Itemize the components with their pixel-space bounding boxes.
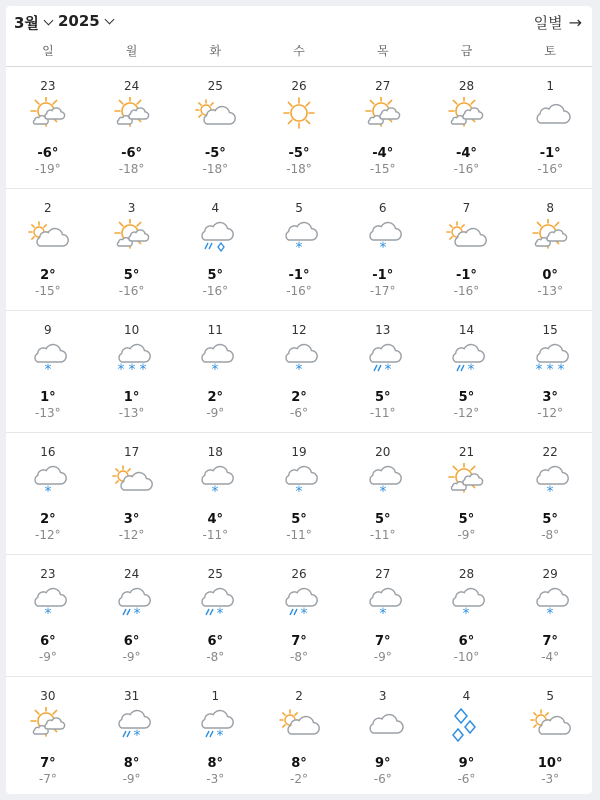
sun-cloud-icon: [110, 97, 154, 133]
year-selector[interactable]: [58, 12, 113, 30]
day-date: 25: [207, 79, 223, 93]
snow-icon: [26, 585, 70, 621]
low-temp: -15°: [35, 284, 61, 298]
day-cell[interactable]: [341, 311, 425, 432]
low-temp: -9°: [38, 650, 57, 664]
snow-icon: [528, 585, 572, 621]
svg-text:*: *: [535, 362, 543, 377]
svg-text:*: *: [379, 484, 387, 499]
svg-text:*: *: [128, 362, 136, 377]
day-cell[interactable]: [173, 67, 257, 188]
high-temp: 6°: [207, 634, 224, 649]
cloud-icon: [528, 97, 572, 133]
snow-icon: [193, 463, 237, 499]
snow-icon: [193, 341, 237, 377]
high-temp: 7°: [291, 634, 307, 649]
low-temp: -9°: [373, 650, 392, 664]
low-temp: -4°: [541, 650, 560, 664]
day-cell[interactable]: [6, 555, 90, 676]
high-temp: 5°: [542, 512, 558, 527]
high-temp: 10°: [537, 756, 563, 771]
weekday-label: 화: [209, 44, 222, 58]
low-temp: -10°: [453, 650, 480, 664]
low-temp: -9°: [122, 772, 141, 786]
high-temp: 5°: [123, 268, 140, 283]
day-cell[interactable]: [90, 433, 174, 554]
high-temp: 6°: [40, 634, 56, 649]
calendar-header: [6, 6, 592, 36]
day-cell[interactable]: [508, 677, 592, 798]
high-temp: 5°: [374, 512, 391, 527]
svg-text:*: *: [546, 362, 554, 377]
low-temp: -8°: [541, 528, 560, 542]
day-cell[interactable]: [90, 311, 174, 432]
day-cell[interactable]: [425, 555, 509, 676]
rain-snow-icon: [193, 707, 237, 743]
high-temp: 5°: [374, 390, 391, 405]
high-temp: 5°: [291, 512, 307, 527]
low-temp: -6°: [457, 772, 476, 786]
low-temp: -16°: [202, 284, 229, 298]
sun-cloud-icon: [528, 219, 572, 255]
svg-text:*: *: [467, 362, 475, 377]
day-date: 21: [458, 445, 475, 459]
high-temp: 5°: [207, 268, 224, 283]
day-date: 26: [291, 79, 307, 93]
ice-icon: [444, 707, 488, 743]
day-date: 6: [378, 201, 387, 215]
high-temp: -5°: [288, 146, 310, 161]
year-label: 2025: [58, 12, 100, 30]
weekday-label: 수: [293, 44, 305, 58]
day-date: 11: [207, 323, 223, 337]
svg-text:*: *: [295, 362, 303, 377]
chevron-down-icon: [104, 14, 114, 24]
day-cell[interactable]: [508, 189, 592, 310]
day-cell[interactable]: [173, 311, 257, 432]
snow-icon: [444, 585, 488, 621]
high-temp: -1°: [372, 268, 394, 283]
high-temp: 2°: [40, 268, 56, 283]
rain-snow-icon: [277, 585, 321, 621]
low-temp: -16°: [453, 284, 480, 298]
high-temp: 2°: [40, 512, 56, 527]
low-temp: -9°: [206, 406, 225, 420]
day-date: 5: [546, 689, 554, 703]
day-cell[interactable]: [90, 555, 174, 676]
day-cell[interactable]: [508, 433, 592, 554]
day-date: 4: [462, 689, 471, 703]
weekday-label: 월: [125, 44, 138, 58]
svg-text:*: *: [557, 362, 565, 377]
weekday-label: 금: [460, 44, 473, 58]
rain-snow-icon: [110, 707, 154, 743]
day-date: 2: [44, 201, 52, 215]
svg-text:*: *: [211, 362, 219, 377]
snow-icon: [26, 463, 70, 499]
day-date: 17: [123, 445, 140, 459]
high-temp: 1°: [123, 390, 140, 405]
day-cell[interactable]: [425, 67, 509, 188]
day-date: 26: [291, 567, 307, 581]
high-temp: 8°: [207, 756, 224, 771]
day-date: 15: [542, 323, 558, 337]
low-temp: -16°: [453, 162, 480, 176]
high-temp: 4°: [207, 512, 224, 527]
cloud-icon: [361, 707, 405, 743]
day-date: 23: [40, 567, 56, 581]
day-cell[interactable]: [6, 433, 90, 554]
day-date: 27: [375, 79, 391, 93]
snow-icon: [528, 463, 572, 499]
day-date: 13: [375, 323, 391, 337]
day-cell[interactable]: [341, 677, 425, 798]
high-temp: 7°: [374, 634, 391, 649]
week-row: [6, 188, 592, 310]
sun-cloud-icon: [110, 219, 154, 255]
partly-cloudy-icon: [528, 707, 572, 743]
low-temp: -6°: [290, 406, 308, 420]
high-temp: 8°: [123, 756, 140, 771]
low-temp: -3°: [541, 772, 560, 786]
low-temp: -13°: [537, 284, 563, 298]
high-temp: -5°: [204, 146, 226, 161]
weekday-label: 일: [42, 44, 54, 58]
week-row: [6, 676, 592, 798]
day-cell[interactable]: [6, 311, 90, 432]
day-cell[interactable]: [257, 189, 341, 310]
low-temp: -2°: [290, 772, 308, 786]
day-date: 14: [458, 323, 475, 337]
snow-icon: [277, 219, 321, 255]
high-temp: 1°: [40, 390, 56, 405]
monthly-forecast-panel: [6, 6, 592, 794]
calendar-grid: [6, 66, 592, 798]
low-temp: -11°: [202, 528, 229, 542]
low-temp: -18°: [202, 162, 229, 176]
day-date: 31: [123, 689, 140, 703]
day-cell[interactable]: [257, 311, 341, 432]
low-temp: -16°: [537, 162, 563, 176]
arrow-right-icon: →: [568, 13, 582, 32]
low-temp: -12°: [537, 406, 563, 420]
high-temp: -6°: [37, 146, 59, 161]
day-cell[interactable]: [508, 67, 592, 188]
low-temp: -11°: [369, 406, 396, 420]
high-temp: 5°: [458, 512, 475, 527]
snow-icon: [26, 341, 70, 377]
day-date: 18: [207, 445, 223, 459]
day-date: 20: [375, 445, 391, 459]
day-date: 16: [40, 445, 56, 459]
rain-snow-icon: [193, 585, 237, 621]
high-temp: -6°: [121, 146, 143, 161]
day-date: 28: [458, 567, 475, 581]
high-temp: 5°: [458, 390, 475, 405]
sleet-icon: [193, 219, 237, 255]
low-temp: -6°: [373, 772, 392, 786]
day-date: 2: [295, 689, 303, 703]
sun-cloud-icon: [444, 463, 488, 499]
low-temp: -16°: [118, 284, 145, 298]
day-date: 27: [375, 567, 391, 581]
week-row: [6, 554, 592, 676]
weekday-label: 목: [376, 44, 389, 58]
day-cell[interactable]: [90, 67, 174, 188]
week-row: [6, 66, 592, 188]
high-temp: 7°: [40, 756, 56, 771]
low-temp: -13°: [35, 406, 61, 420]
svg-text:*: *: [44, 606, 52, 621]
day-cell[interactable]: [90, 677, 174, 798]
day-date: 12: [291, 323, 307, 337]
day-date: 24: [123, 567, 140, 581]
day-date: 19: [291, 445, 307, 459]
day-date: 7: [462, 201, 471, 215]
snow-icon: [361, 219, 405, 255]
low-temp: -3°: [206, 772, 225, 786]
high-temp: 0°: [542, 268, 558, 283]
high-temp: 3°: [542, 390, 558, 405]
daily-view-link[interactable]: [534, 12, 582, 33]
low-temp: -7°: [38, 772, 57, 786]
day-date: 1: [546, 79, 554, 93]
svg-text:*: *: [133, 606, 141, 621]
week-row: [6, 432, 592, 554]
day-date: 5: [295, 201, 303, 215]
low-temp: -15°: [369, 162, 396, 176]
svg-text:*: *: [133, 728, 141, 743]
week-row: [6, 310, 592, 432]
day-cell[interactable]: [257, 433, 341, 554]
chevron-down-icon: [43, 16, 53, 26]
low-temp: -8°: [290, 650, 308, 664]
month-selector[interactable]: [14, 12, 52, 33]
sun-cloud-icon: [26, 97, 70, 133]
day-date: 25: [207, 567, 223, 581]
low-temp: -18°: [118, 162, 145, 176]
day-cell[interactable]: [341, 67, 425, 188]
svg-text:*: *: [462, 606, 470, 621]
high-temp: 6°: [123, 634, 140, 649]
svg-text:*: *: [295, 484, 303, 499]
low-temp: -16°: [286, 284, 312, 298]
day-cell[interactable]: [341, 433, 425, 554]
low-temp: -11°: [286, 528, 312, 542]
high-temp: 7°: [542, 634, 558, 649]
heavy-snow-icon: [528, 341, 572, 377]
day-cell[interactable]: [508, 311, 592, 432]
day-date: 9: [44, 323, 52, 337]
low-temp: -8°: [206, 650, 225, 664]
day-cell[interactable]: [508, 555, 592, 676]
day-date: 8: [546, 201, 554, 215]
svg-text:*: *: [44, 484, 52, 499]
snow-icon: [361, 585, 405, 621]
high-temp: -4°: [455, 146, 477, 161]
partly-cloudy-icon: [110, 463, 154, 499]
month-label: 3월: [14, 14, 39, 32]
day-date: 3: [378, 689, 387, 703]
rain-snow-icon: [361, 341, 405, 377]
svg-text:*: *: [546, 606, 554, 621]
day-cell[interactable]: [90, 189, 174, 310]
low-temp: -13°: [118, 406, 145, 420]
day-cell[interactable]: [425, 677, 509, 798]
high-temp: -1°: [455, 268, 477, 283]
weekday-label: 토: [544, 44, 556, 58]
sun-cloud-icon: [361, 97, 405, 133]
high-temp: -1°: [288, 268, 310, 283]
day-date: 4: [211, 201, 220, 215]
snow-icon: [277, 341, 321, 377]
partly-cloudy-icon: [444, 219, 488, 255]
weekday-header-row: [6, 42, 592, 66]
svg-text:*: *: [139, 362, 147, 377]
day-cell[interactable]: [257, 555, 341, 676]
high-temp: -1°: [539, 146, 561, 161]
day-date: 30: [40, 689, 56, 703]
day-cell[interactable]: [173, 555, 257, 676]
svg-text:*: *: [379, 606, 387, 621]
high-temp: -4°: [372, 146, 394, 161]
day-cell[interactable]: [341, 189, 425, 310]
low-temp: -12°: [453, 406, 480, 420]
svg-text:*: *: [379, 240, 387, 255]
high-temp: 2°: [291, 390, 307, 405]
partly-cloudy-icon: [277, 707, 321, 743]
low-temp: -12°: [35, 528, 61, 542]
day-date: 22: [542, 445, 558, 459]
rain-snow-icon: [110, 585, 154, 621]
day-date: 10: [123, 323, 140, 337]
daily-view-label: 일별: [533, 14, 563, 32]
high-temp: 6°: [458, 634, 475, 649]
svg-text:*: *: [384, 362, 392, 377]
svg-text:*: *: [216, 728, 224, 743]
svg-text:*: *: [546, 484, 554, 499]
day-cell[interactable]: [257, 67, 341, 188]
day-cell[interactable]: [173, 433, 257, 554]
day-cell[interactable]: [173, 677, 257, 798]
high-temp: 3°: [123, 512, 140, 527]
high-temp: 9°: [374, 756, 391, 771]
rain-snow-icon: [444, 341, 488, 377]
day-date: 1: [211, 689, 220, 703]
snow-icon: [361, 463, 405, 499]
svg-text:*: *: [44, 362, 52, 377]
svg-text:*: *: [295, 240, 303, 255]
day-cell[interactable]: [6, 189, 90, 310]
svg-text:*: *: [117, 362, 125, 377]
day-cell[interactable]: [257, 677, 341, 798]
low-temp: -18°: [286, 162, 312, 176]
svg-text:*: *: [216, 606, 224, 621]
sun-cloud-icon: [26, 707, 70, 743]
svg-text:*: *: [300, 606, 308, 621]
high-temp: 8°: [291, 756, 307, 771]
day-cell[interactable]: [6, 677, 90, 798]
low-temp: -9°: [122, 650, 141, 664]
partly-cloudy-icon: [193, 97, 237, 133]
day-cell[interactable]: [6, 67, 90, 188]
sun-icon: [277, 97, 321, 133]
day-date: 3: [127, 201, 136, 215]
low-temp: -12°: [118, 528, 145, 542]
high-temp: 2°: [207, 390, 224, 405]
day-date: 23: [40, 79, 56, 93]
partly-cloudy-icon: [26, 219, 70, 255]
high-temp: 9°: [458, 756, 475, 771]
svg-text:*: *: [211, 484, 219, 499]
day-date: 28: [458, 79, 475, 93]
low-temp: -19°: [35, 162, 61, 176]
heavy-snow-icon: [110, 341, 154, 377]
day-cell[interactable]: [425, 189, 509, 310]
day-cell[interactable]: [173, 189, 257, 310]
snow-icon: [277, 463, 321, 499]
day-date: 24: [123, 79, 140, 93]
sun-cloud-icon: [444, 97, 488, 133]
day-date: 29: [542, 567, 558, 581]
low-temp: -17°: [369, 284, 396, 298]
low-temp: -11°: [369, 528, 396, 542]
day-cell[interactable]: [341, 555, 425, 676]
day-cell[interactable]: [425, 433, 509, 554]
low-temp: -9°: [457, 528, 476, 542]
day-cell[interactable]: [425, 311, 509, 432]
